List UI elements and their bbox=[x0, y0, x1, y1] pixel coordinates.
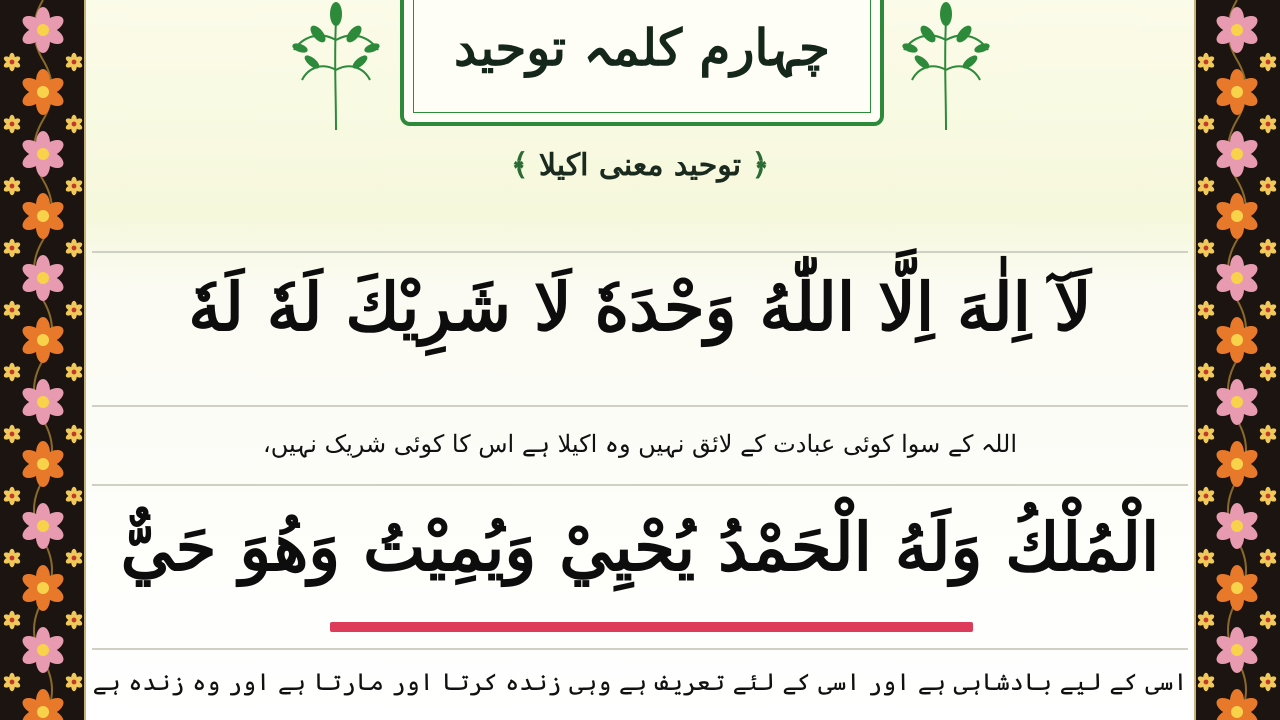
arabic-line-1: لَآ اِلٰهَ اِلَّا اللّٰهُ وَحْدَهٗ لَا شَرِيْكَ لَهٗ لَهٗ bbox=[188, 268, 1092, 346]
small-flower-icon bbox=[1197, 363, 1216, 381]
flower-icon bbox=[20, 193, 67, 239]
flower-icon bbox=[20, 441, 67, 487]
small-flower-icon bbox=[65, 673, 84, 691]
floral-border-icon bbox=[0, 0, 86, 720]
small-flower-icon bbox=[1197, 115, 1216, 133]
small-flower-icon bbox=[1259, 487, 1278, 505]
urdu-translation-2: اسی کے لیے بادشاہی ہے اور اسی کے لئے تعریف ہے وہی زندہ کرتا اور مارتا ہے اور وہ زندہ ہے bbox=[92, 668, 1188, 696]
flower-icon bbox=[1214, 7, 1261, 53]
small-flower-icon bbox=[65, 115, 84, 133]
page-title: چہارم کلمہ توحید bbox=[454, 18, 830, 77]
brace-close: ﴾ bbox=[510, 148, 529, 183]
small-flower-icon bbox=[65, 53, 84, 71]
floral-border-icon bbox=[1194, 0, 1280, 720]
brace-open: ﴿ bbox=[751, 148, 770, 183]
small-flower-icon bbox=[1259, 301, 1278, 319]
flower-icon bbox=[1214, 255, 1261, 301]
small-flower-icon bbox=[3, 115, 22, 133]
small-flower-icon bbox=[65, 549, 84, 567]
small-flower-icon bbox=[1259, 177, 1278, 195]
small-flower-icon bbox=[3, 673, 22, 691]
small-flower-icon bbox=[65, 363, 84, 381]
flower-icon bbox=[1214, 317, 1261, 363]
flower-icon bbox=[1214, 503, 1261, 549]
small-flower-icon bbox=[1259, 53, 1278, 71]
small-flower-icon bbox=[3, 53, 22, 71]
flower-icon bbox=[1214, 131, 1261, 177]
urdu-translation-1: اللہ کے سوا کوئی عبادت کے لائق نہیں وہ اکیلا ہے اس کا کوئی شریک نہیں، bbox=[262, 430, 1018, 458]
flower-icon bbox=[20, 7, 67, 53]
flower-icon bbox=[20, 317, 67, 363]
small-flower-icon bbox=[1197, 177, 1216, 195]
small-flower-icon bbox=[3, 239, 22, 257]
flower-icon bbox=[1214, 441, 1261, 487]
small-flower-icon bbox=[3, 301, 22, 319]
flower-icon bbox=[20, 379, 67, 425]
small-flower-icon bbox=[3, 549, 22, 567]
leaf-ornament-left-icon bbox=[288, 0, 384, 132]
flower-icon bbox=[20, 689, 67, 720]
small-flower-icon bbox=[1259, 115, 1278, 133]
flower-icon bbox=[1214, 627, 1261, 673]
divider bbox=[92, 484, 1188, 486]
divider bbox=[92, 251, 1188, 253]
highlight-underline bbox=[330, 622, 973, 632]
small-flower-icon bbox=[1259, 549, 1278, 567]
small-flower-icon bbox=[1197, 239, 1216, 257]
flower-icon bbox=[20, 131, 67, 177]
small-flower-icon bbox=[65, 239, 84, 257]
flower-icon bbox=[1214, 69, 1261, 115]
flower-icon bbox=[20, 627, 67, 673]
small-flower-icon bbox=[65, 425, 84, 443]
small-flower-icon bbox=[1259, 425, 1278, 443]
floral-border-left bbox=[0, 0, 86, 720]
small-flower-icon bbox=[3, 611, 22, 629]
title-frame bbox=[400, 0, 884, 126]
flower-icon bbox=[20, 503, 67, 549]
small-flower-icon bbox=[65, 301, 84, 319]
small-flower-icon bbox=[3, 487, 22, 505]
divider bbox=[92, 648, 1188, 650]
subtitle-text: توحید معنی اکیلا bbox=[538, 148, 742, 183]
small-flower-icon bbox=[65, 177, 84, 195]
small-flower-icon bbox=[1259, 673, 1278, 691]
small-flower-icon bbox=[1197, 487, 1216, 505]
leaf-ornament-right-icon bbox=[898, 0, 994, 132]
arabic-line-2: الْمُلْكُ وَلَهُ الْحَمْدُ يُحْيِيْ وَيُمِيْتُ وَهُوَ حَيٌّ bbox=[120, 508, 1160, 586]
flower-icon bbox=[20, 69, 67, 115]
flower-icon bbox=[1214, 565, 1261, 611]
subtitle bbox=[440, 148, 840, 183]
small-flower-icon bbox=[1197, 549, 1216, 567]
divider bbox=[92, 405, 1188, 407]
small-flower-icon bbox=[3, 177, 22, 195]
small-flower-icon bbox=[65, 611, 84, 629]
small-flower-icon bbox=[65, 487, 84, 505]
small-flower-icon bbox=[1197, 53, 1216, 71]
small-flower-icon bbox=[1197, 301, 1216, 319]
flower-icon bbox=[1214, 689, 1261, 720]
flower-icon bbox=[1214, 193, 1261, 239]
floral-border-right bbox=[1194, 0, 1280, 720]
small-flower-icon bbox=[1197, 611, 1216, 629]
small-flower-icon bbox=[1259, 363, 1278, 381]
small-flower-icon bbox=[1259, 611, 1278, 629]
small-flower-icon bbox=[1197, 673, 1216, 691]
small-flower-icon bbox=[3, 425, 22, 443]
small-flower-icon bbox=[1197, 425, 1216, 443]
small-flower-icon bbox=[3, 363, 22, 381]
flower-icon bbox=[1214, 379, 1261, 425]
flower-icon bbox=[20, 255, 67, 301]
flower-icon bbox=[20, 565, 67, 611]
small-flower-icon bbox=[1259, 239, 1278, 257]
